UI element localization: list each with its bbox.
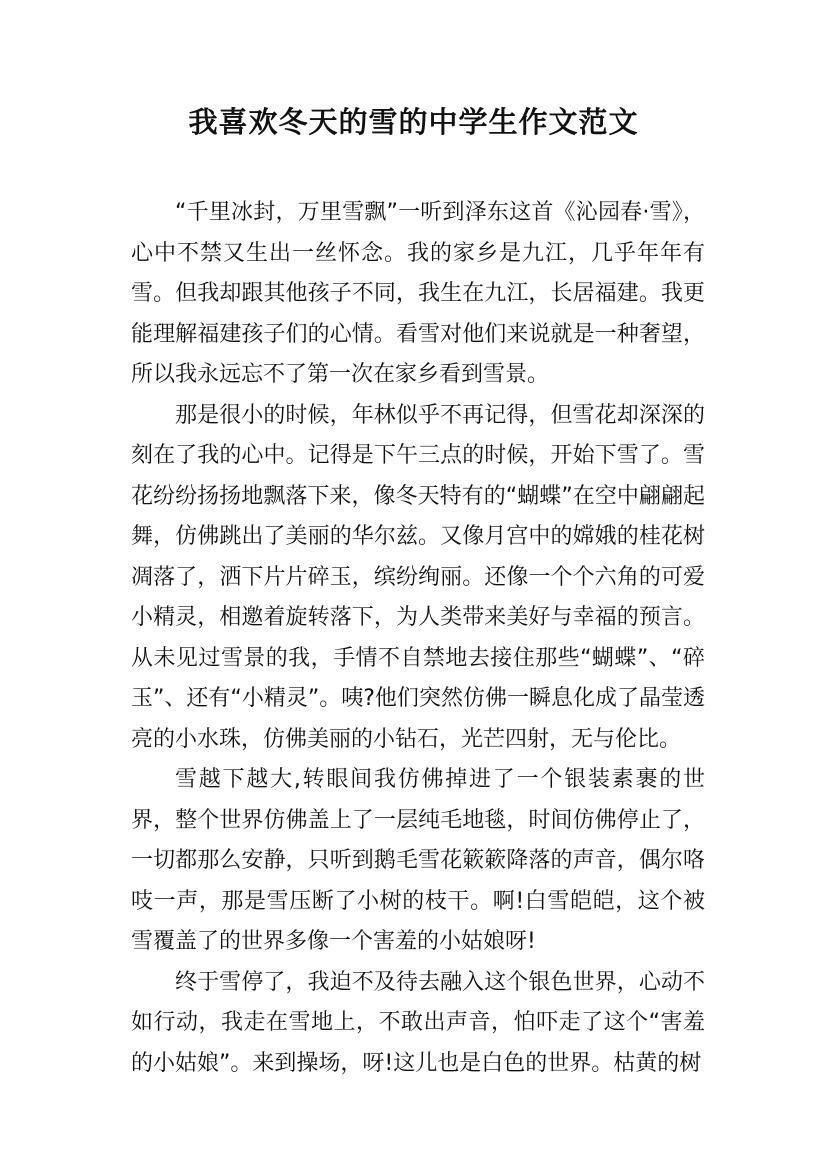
document-title: 我喜欢冬天的雪的中学生作文范文: [188, 105, 639, 139]
document-body: [131, 193, 705, 1084]
paragraph-3: 雪越下越大,转眼间我仿佛掉进了一个银装素裹的世界，整个世界仿佛盖上了一层纯毛地毯，时间仿佛停止了，一切都那么安静，只听到鹅毛雪花簌簌降落的声音，偶尔咯吱一声，那是雪压断了小树的枝干。啊!白雪皑皑，这个被雪覆盖了的世界多像一个害羞的小姑娘呀!: [131, 767, 705, 954]
paragraph-4: 终于雪停了，我迫不及待去融入这个银色世界，心动不如行动，我走在雪地上，不敢出声音，怕吓走了这个“害羞的小姑娘”。来到操场，呀!这儿也是白色的世界。枯黄的树: [131, 969, 705, 1076]
paragraph-2: 那是很小的时候，年林似乎不再记得，但雪花却深深的刻在了我的心中。记得是下午三点的时候，开始下雪了。雪花纷纷扬扬地飘落下来，像冬天特有的“蝴蝶”在空中翩翩起舞，仿佛跳出了美丽的华尔兹。又像月宫中的嫦娥的桂花树凋落了，洒下片片碎玉，缤纷绚丽。还像一个个六角的可爱小精灵，相邀着旋转落下，为人类带来美好与幸福的预言。从未见过雪景的我，手情不自禁地去接住那些“蝴蝶”、“碎玉”、还有“小精灵”。咦?他们突然仿佛一瞬息化成了晶莹透亮的小水珠，仿佛美丽的小钻石，光芒四射，无与伦比。: [131, 402, 705, 752]
paragraph-1: “千里冰封，万里雪飘”一听到泽东这首《沁园春·雪》，心中不禁又生出一丝怀念。我的家乡是九江，几乎年年有雪。但我却跟其他孩子不同，我生在九江，长居福建。我更能理解福建孩子们的心情。看雪对他们来说就是一种奢望，所以我永远忘不了第一次在家乡看到雪景。: [131, 200, 705, 387]
